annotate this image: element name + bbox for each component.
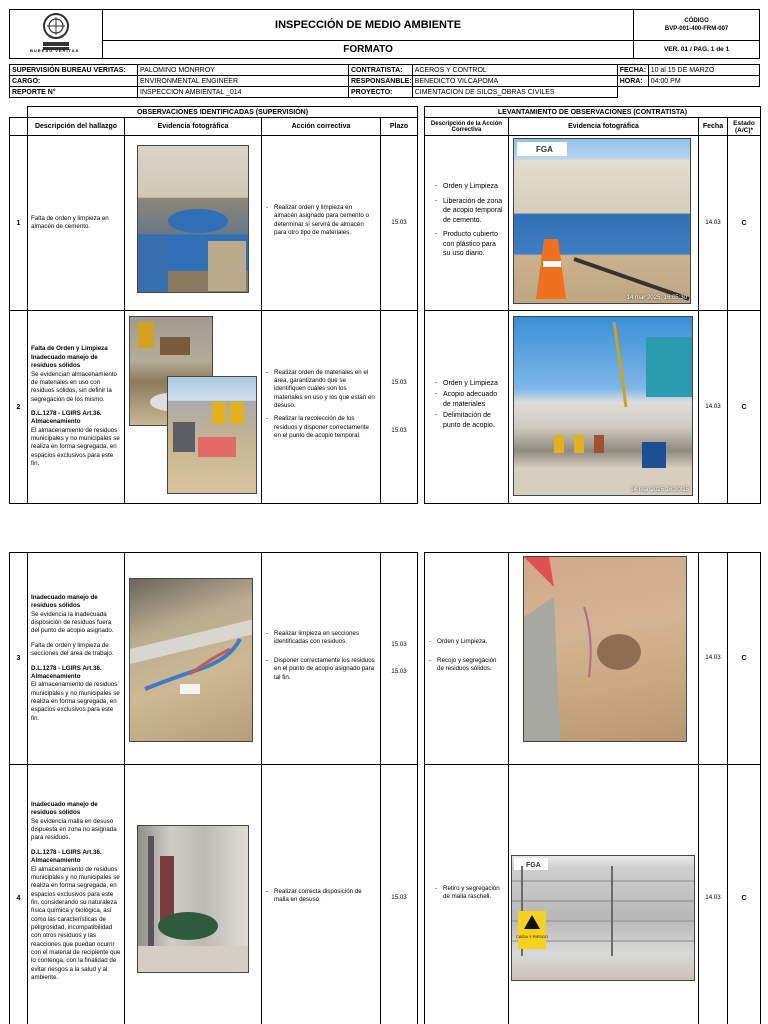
table-row (10, 311, 418, 504)
evidence-photo-cell (125, 136, 262, 311)
fecha-value: 10 al 15 DE MARZO (648, 65, 759, 76)
corrections-table-2 (424, 552, 761, 1024)
fix-item: - Retiro y segregación de malla raschell. (435, 885, 504, 902)
plazo-value: 15.03 (391, 667, 407, 675)
fix-item: - Orden y Limpieza. (429, 638, 504, 646)
cement-storage-photo (138, 146, 249, 293)
photo-timestamp: 14 mar 2025, 16:05:30 (626, 295, 687, 301)
materials-photo-2 (168, 377, 257, 494)
table-row (425, 311, 761, 504)
fix-item: - Delimitación de punto de acopio. (435, 411, 504, 430)
unused-mesh-photo (138, 826, 249, 973)
responsable-value: BENEDICTO VILCAPOMA (412, 76, 617, 87)
evidence-photo (137, 825, 249, 973)
plazo-cell (381, 311, 418, 504)
fix-photo-cell (509, 136, 699, 311)
action-item: - Realizar limpieza en secciones identificadas con residuos. (266, 630, 376, 647)
cleaned-area-photo (524, 557, 687, 742)
legal-text: El almacenamiento de residuos municipales y no municipales se realiza en forma segregada, en espacios exclusivos para este fin. (31, 681, 120, 722)
action-item: - Realizar orden y limpieza en almacén asignado para cemento o determinar si servirá de almacén para otro tipo de materiales. (266, 204, 376, 237)
cargo-label: CARGO: (10, 76, 138, 87)
corrections-section-title: LEVANTAMIENTO DE OBSERVACIONES (CONTRATISTA) (425, 107, 761, 118)
fix-fecha: 14.03 (699, 136, 728, 311)
col-photo-header: Evidencia fotográfica (125, 118, 262, 136)
code-label: CÓDIGO (684, 17, 709, 24)
table-row (425, 553, 761, 765)
code-cell (634, 10, 760, 41)
fix-item: - Producto cubierto con plástico para su uso diario. (435, 230, 504, 258)
evidence-photo (167, 376, 257, 494)
fix-estado: C (728, 136, 761, 311)
fix-photo-cell (509, 311, 699, 504)
supervision-label: SUPERVISIÓN BUREAU VERITAS: (10, 65, 138, 76)
evidence-photo-cell (125, 765, 262, 1024)
fix-estado: C (728, 553, 761, 765)
fix-estado: C (728, 765, 761, 1024)
fix-description (425, 765, 509, 1024)
finding-text: Se evidencia malla en desuso dispuesta en zona no asignada para residuos. (31, 817, 117, 842)
fga-label: FGA (526, 862, 541, 869)
fix-item: - Orden y Limpieza (435, 182, 504, 191)
col-plazo-header: Plazo (381, 118, 418, 136)
organized-storage-photo (514, 317, 693, 496)
fix-photo (511, 855, 695, 981)
evidence-photo (137, 145, 249, 293)
fix-photo (523, 556, 687, 742)
col-fecha-header: Fecha (699, 118, 728, 136)
fix-photo-cell (509, 553, 699, 765)
format-title: FORMATO (102, 41, 633, 59)
table-row (425, 765, 761, 1024)
proyecto-label: PROYECTO: (349, 87, 413, 98)
table-row (10, 553, 418, 765)
legal-text: El almacenamiento de residuos municipales y no municipales se realiza en forma segregada, en espacios exclusivos para este fin. (31, 426, 120, 468)
bureau-veritas-logo (39, 12, 73, 52)
row-number: 4 (10, 765, 28, 1024)
evidence-photo-cell (125, 553, 262, 765)
finding-title: Inadecuado manejo de residuos sólidos (31, 593, 98, 610)
col-fix-photo-header: Evidencia fotográfica (509, 118, 699, 136)
legal-reference: D.L.1278 - LGIRS Art.36. Almacenamiento (31, 848, 102, 865)
fix-fecha: 14.03 (699, 765, 728, 1024)
fix-photo (513, 138, 691, 304)
finding-text: Falta de orden y limpieza en almacén de cemento. (31, 214, 109, 230)
fix-photo (513, 316, 693, 496)
header-table (9, 9, 760, 59)
fix-item: - Liberación de zona de acopio temporal de cemento. (435, 197, 504, 225)
table-row (10, 136, 418, 311)
supervision-value: PALOMINO MONRROY (138, 65, 349, 76)
finding-text: Se evidencian almacenamiento de materiales en uso con residuos sólidos, sin definir la segregación de los mismo. (31, 370, 117, 403)
finding-description (28, 765, 125, 1024)
plazo-value: 15.03 (391, 641, 407, 649)
version-page: VER. 01 / PAG. 1 de 1 (634, 41, 760, 59)
fence-area-photo (512, 856, 695, 981)
corrective-action (262, 311, 381, 504)
fix-fecha: 14.03 (699, 553, 728, 765)
scattered-waste-photo (130, 579, 253, 742)
row-number: 3 (10, 553, 28, 765)
observations-table-2 (9, 552, 418, 1024)
evidence-photo (129, 578, 253, 742)
action-item: - Realizar orden de materiales en el área, garantizando que se identifiquen cuáles son los materiales en uso y los que están en desuso. (266, 369, 376, 411)
fga-label: FGA (536, 145, 553, 154)
fix-item: - Recojo y segregación de residuos sólidos. (429, 657, 504, 674)
plazo-value: 15.03 (381, 765, 418, 1024)
row-number: 2 (10, 311, 28, 504)
corrective-action (262, 553, 381, 765)
page-title: INSPECCIÓN DE MEDIO AMBIENTE (102, 10, 633, 41)
plazo-value: 15.03 (381, 136, 418, 311)
legal-reference: D.L.1278 - LGIRS Art.36. Almacenamiento (31, 664, 102, 680)
plazo-value: 15.03 (391, 427, 407, 434)
contratista-label: CONTRATISTA: (349, 65, 413, 76)
contratista-value: ACEROS Y CONTROL (412, 65, 617, 76)
table-row (425, 136, 761, 311)
fix-item: - Orden y Limpieza (435, 379, 504, 388)
table-row (10, 765, 418, 1024)
fix-description (425, 136, 509, 311)
plazo-value: 15.03 (391, 378, 407, 386)
col-estado-header: Estado (A/C)* (728, 118, 761, 136)
action-item: - Realizar correcta disposición de malla en desuso. (266, 888, 376, 905)
fix-description (425, 311, 509, 504)
cargo-value: ENVIRONMENTAL ENGINEER (138, 76, 349, 87)
col-fix-header: Descripción de la Acción Correctiva (425, 118, 509, 136)
code-value: BVP-001-400-FRM-007 (664, 26, 729, 32)
fix-photo-cell (509, 765, 699, 1024)
corrections-table-1 (424, 106, 761, 504)
fecha-label: FECHA: (617, 65, 648, 76)
proyecto-value: CIMENTACION DE SILOS_OBRAS CIVILES (412, 87, 617, 98)
finding-title: Falta de Orden y Limpieza Inadecuado manejo de residuos sólidos (31, 345, 108, 370)
hora-value: 04:00 PM (648, 76, 759, 87)
finding-text: Se evidencia la inadecuada disposición de residuos fuera del punto de acopio asignado. (31, 610, 114, 635)
info-table (9, 64, 760, 98)
fix-description (425, 553, 509, 765)
finding-title: Inadecuado manejo de residuos sólidos (31, 801, 98, 817)
col-action-header: Acción correctiva (262, 118, 381, 136)
warning-sign-text: CAÍDA Y RIESGO (515, 934, 549, 939)
photo-timestamp: 14 mar 2025 16:30:15 (630, 487, 689, 493)
reporte-value: INSPECCION AMBIENTAL _014 (138, 87, 349, 98)
corrective-action (262, 765, 381, 1024)
row-number: 1 (10, 136, 28, 311)
fix-fecha: 14.03 (699, 311, 728, 504)
finding-text-2: Falta de orden y limpieza de secciones del área de trabajo. (31, 641, 114, 658)
logo-caption: BUREAU VERITAS (30, 48, 80, 53)
action-item: - Disponer correctamente los residuos en el punto de acopio asignado para tal fin. (266, 657, 376, 682)
fix-item: - Acopio adecuado de materiales (435, 390, 504, 409)
reporte-label: REPORTE N° (10, 87, 138, 98)
plazo-cell (381, 553, 418, 765)
col-desc-header: Descripción del hallazgo (28, 118, 125, 136)
legal-text: El almacenamiento de residuos municipales y no municipales se realiza en forma segregada, en espacios exclusivos para este fin, considerando su naturaleza física química y biológica, así como las características de peligrosidad, incompatibilidad con otros residuos y las reacciones que puedan ocurrir con el material de recipiente que lo contenga, con la finalidad de evitar riesgos a la salud y al ambiente. (31, 865, 121, 982)
legal-reference: D.L.1278 - LGIRS Art.36. Almacenamiento (31, 410, 102, 426)
finding-description (28, 553, 125, 765)
finding-description (28, 136, 125, 311)
fix-estado: C (728, 311, 761, 504)
observations-section-title: OBSERVACIONES IDENTIFICADAS (SUPERVISIÓN) (28, 107, 418, 118)
evidence-photo-cell (125, 311, 262, 504)
responsable-label: RESPONSANBLE: (349, 76, 413, 87)
observations-table-1 (9, 106, 418, 504)
cleared-storage-photo (514, 139, 691, 304)
action-item: - Realizar la recolección de los residuos y disponer correctamente en el punto de acopio temporal. (266, 415, 376, 440)
finding-description (28, 311, 125, 504)
corrective-action (262, 136, 381, 311)
hora-label: HORA: (617, 76, 648, 87)
